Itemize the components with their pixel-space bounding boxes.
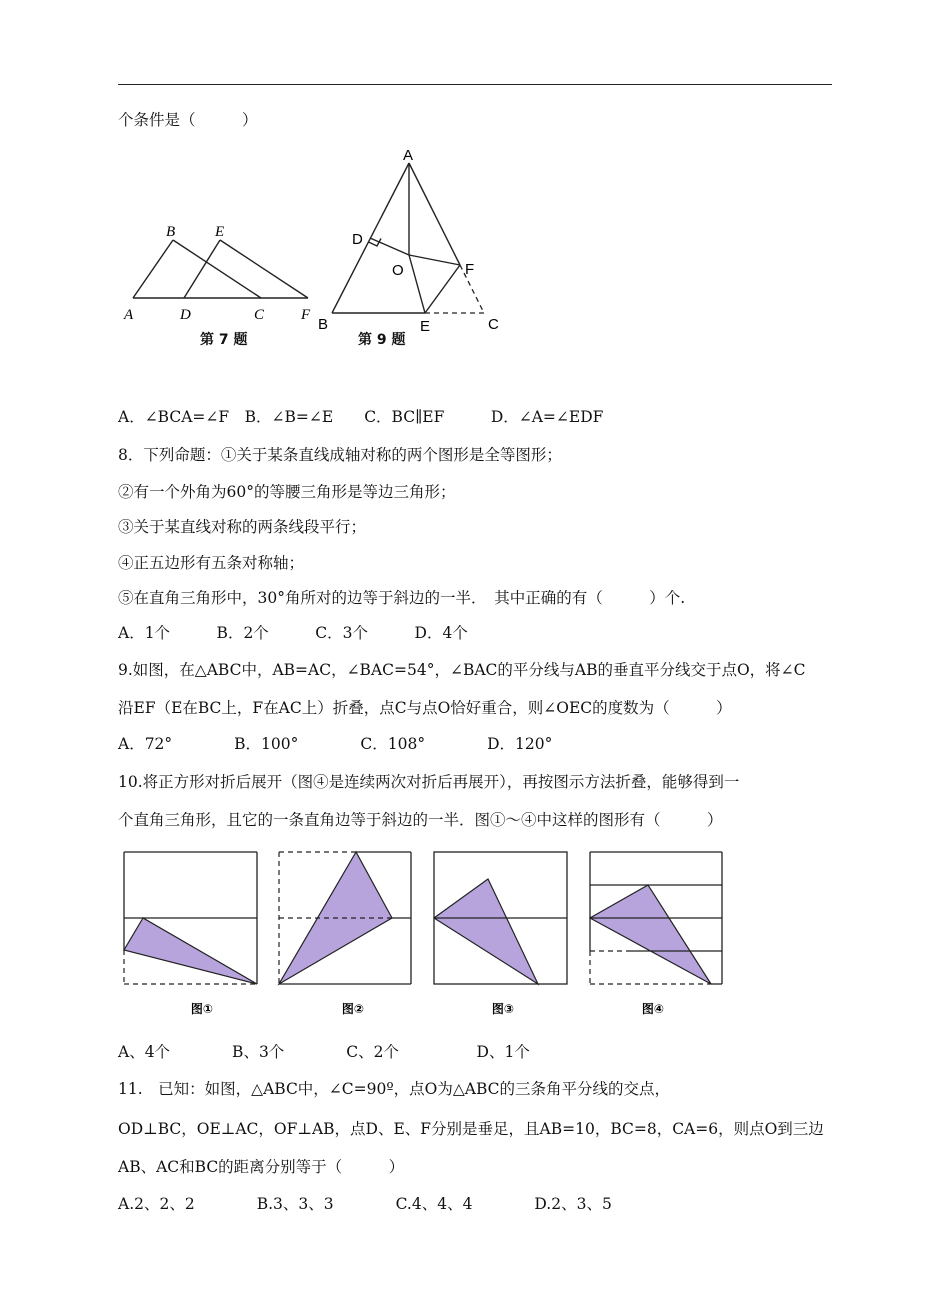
q10-stem-1: 10.将正方形对折后展开（图④是连续两次对折后再展开），再按图示方法折叠，能够得到一 [118,773,740,791]
fig7-label-d: D [180,307,191,323]
fig9-label-e: E [420,318,431,335]
fig7-label-a: A [124,307,134,323]
fig10-panel-1 [124,852,257,984]
text-line-1: 个条件是（ ） [118,111,258,129]
fig10-caption-1: 图① [190,1002,214,1016]
fig9-label-o: O [392,262,404,279]
q9-stem-2: 沿EF（E在BC上，F在AC上）折叠，点C与点O恰好重合，则∠OEC的度数为（ ） [118,699,732,717]
q10-options: A、4个 B、3个 C、2个 D、1个 [118,1043,530,1061]
fig10-panel-3 [434,852,567,984]
fig9-caption: 第 9 题 [358,332,406,348]
q8-item-4: ④正五边形有五条对称轴； [118,554,305,572]
figure-10 [118,845,738,1025]
fig7-label-b: B [166,224,176,240]
fig10-caption-4: 图④ [641,1002,665,1016]
fig7-label-f: F [301,307,311,323]
fig9-label-d: D [352,231,363,248]
q10-stem-2: 个直角三角形，且它的一条直角边等于斜边的一半．图①～④中这样的图形有（ ） [118,811,723,829]
q8-item-3: ③关于某直线对称的两条线段平行； [118,518,367,536]
q9-stem-1: 9.如图，在△ABC中，AB=AC，∠BAC=54°，∠BAC的平分线与AB的垂直平分线交于点O，将∠C [118,661,806,679]
fig9-label-f: F [465,261,475,278]
fig10-caption-3: 图③ [491,1002,515,1016]
figure-9 [312,143,512,338]
q11-stem-2: OD⊥BC，OE⊥AC，OF⊥AB，点D、E、F分别是垂足，且AB=10，BC=8，CA=6，则点O到三边 [118,1120,824,1138]
q11-stem-3: AB、AC和BC的距离分别等于（ ） [118,1158,405,1176]
fig7-label-e: E [215,224,225,240]
q8-options: A．1个 B．2个 C．3个 D．4个 [118,624,468,642]
q8-stem: 8．下列命题：①关于某条直线成轴对称的两个图形是全等图形； [118,446,562,464]
fig7-label-c: C [254,307,265,323]
fig10-panel-2 [279,852,411,984]
fig10-panel-4 [590,852,722,984]
fig9-label-a: A [403,147,414,164]
q9-options: A．72° B．100° C．108° D．120° [118,735,553,753]
fig9-label-c: C [488,316,499,333]
q8-item-5: ⑤在直角三角形中，30°角所对的边等于斜边的一半． 其中正确的有（ ）个. [118,589,686,607]
q11-stem-1: 11. 已知：如图，△ABC中，∠C=90º，点O为△ABC的三条角平分线的交点， [118,1080,671,1098]
q11-options: A.2、2、2 B.3、3、3 C.4、4、4 D.2、3、5 [118,1195,612,1213]
header-rule [118,84,832,85]
fig9-label-b: B [318,316,329,333]
fig7-caption: 第 7 题 [200,332,248,348]
fig10-caption-2: 图② [341,1002,365,1016]
q8-item-2: ②有一个外角为60°的等腰三角形是等边三角形； [118,483,456,501]
q7-options: A．∠BCA=∠F B．∠B=∠E C．BC∥EF D．∠A=∠EDF [118,408,604,426]
